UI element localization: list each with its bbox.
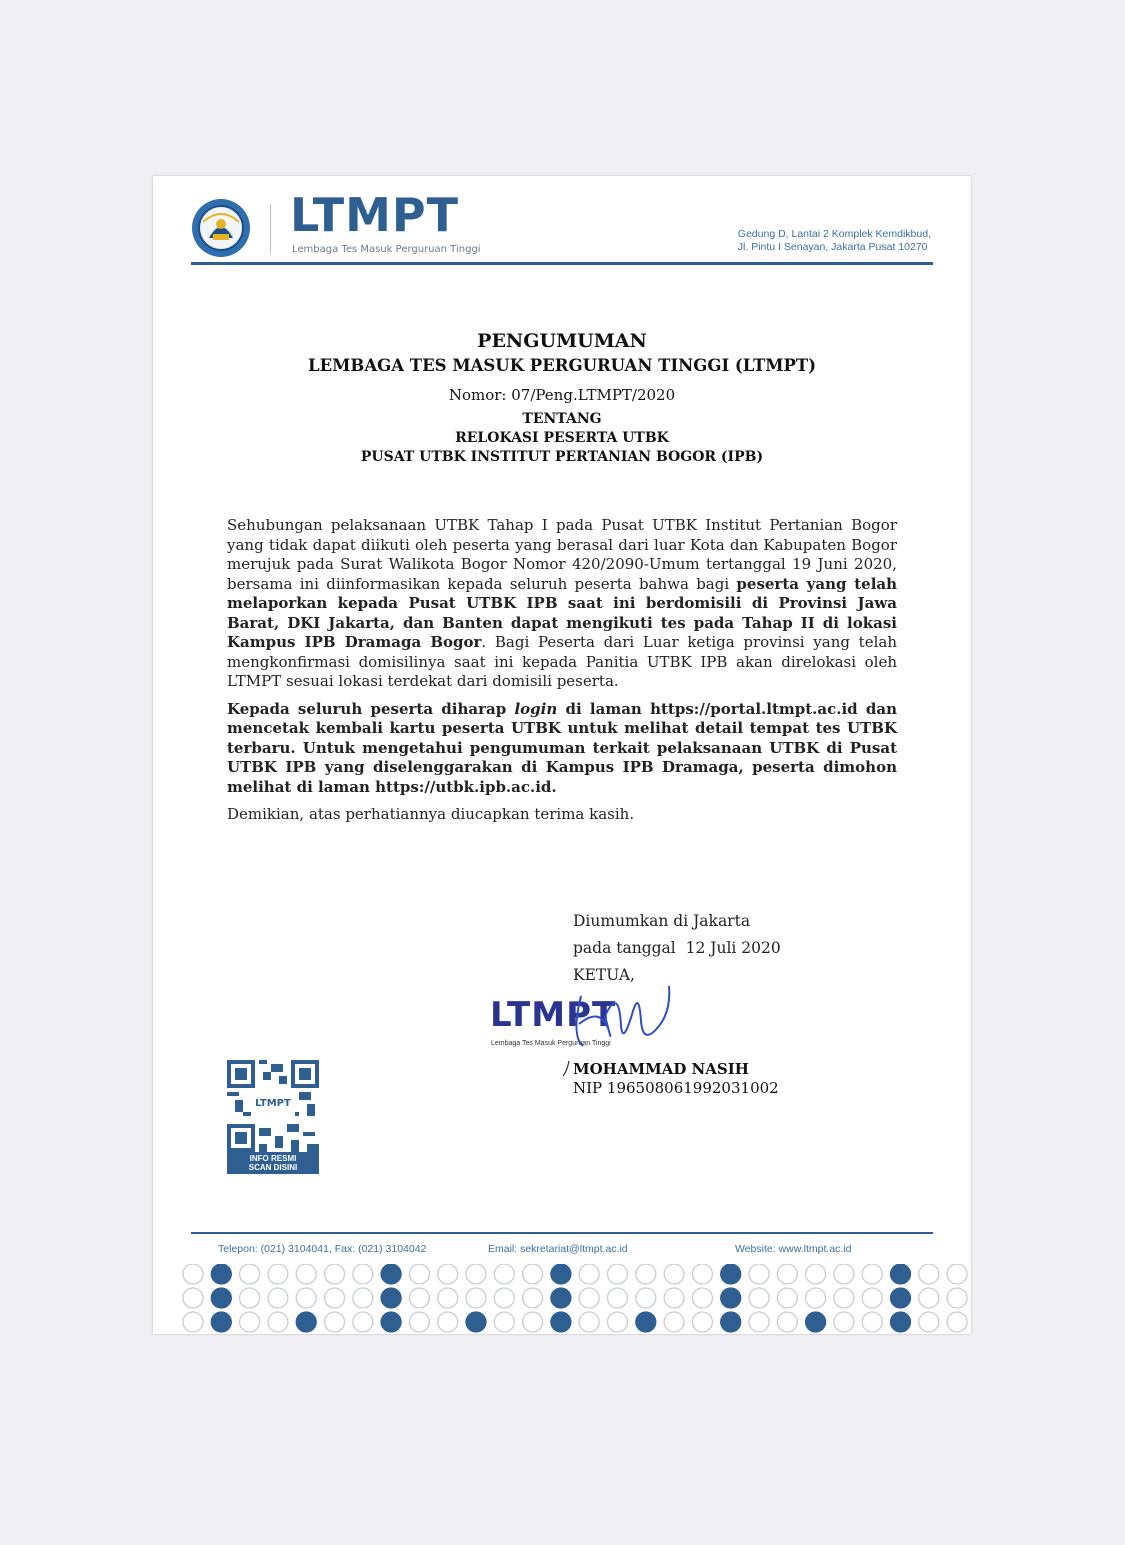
pattern-dot xyxy=(438,1264,458,1284)
pattern-dot xyxy=(608,1288,628,1308)
pattern-dot xyxy=(692,1288,712,1308)
office-address xyxy=(738,228,931,254)
pattern-dot xyxy=(834,1288,854,1308)
pattern-dot xyxy=(296,1264,316,1284)
pattern-dot xyxy=(749,1288,769,1308)
qr-center-text: LTMPT xyxy=(255,1098,291,1109)
pattern-dot xyxy=(466,1264,486,1284)
pattern-dot xyxy=(834,1264,854,1284)
pattern-dot xyxy=(409,1312,429,1332)
paragraph-2: Kepada seluruh peserta diharap login di laman https://portal.ltmpt.ac.id dan mencetak kembali kartu peserta UTBK untuk melihat detail tempat tes UTBK terbaru. Untuk mengetahui pengumuman terkait pelaksanaan UTBK di Pusat UTBK IPB yang diselenggarakan di Kampus IPB Dramaga, peserta dimohon melihat di laman https://utbk.ipb.ac.id. xyxy=(227,699,897,796)
sign-date: pada tanggal 12 Juli 2020 xyxy=(573,939,781,957)
pattern-dot xyxy=(438,1288,458,1308)
brand-subtitle: Lembaga Tes Masuk Perguruan Tinggi xyxy=(292,244,481,255)
pattern-dot xyxy=(325,1264,345,1284)
pattern-dot xyxy=(211,1288,231,1308)
pattern-dot xyxy=(919,1264,939,1284)
pattern-dot xyxy=(721,1288,741,1308)
pattern-dot xyxy=(353,1264,373,1284)
sign-place: Diumumkan di Jakarta xyxy=(573,912,751,930)
title-block xyxy=(153,328,971,467)
pattern-dot xyxy=(494,1264,514,1284)
paragraph-1: Sehubungan pelaksanaan UTBK Tahap I pada Pusat UTBK Institut Pertanian Bogor yang tidak dapat diikuti oleh peserta yang berasal dari luar Kota dan Kabupaten Bogor merujuk pada Surat Walikota Bogor Nomor 420/2090-Umum tertanggal 19 Juni 2020, bersama ini diinformasikan kepada seluruh peserta bahwa bagi peserta yang telah melaporkan kepada Pusat UTBK IPB saat ini berdomisili di Provinsi Jawa Barat, DKI Jakarta, dan Banten dapat mengikuti tes pada Tahap II di lokasi Kampus IPB Dramaga Bogor. Bagi Peserta dari Luar ketiga provinsi yang telah mengkonfirmasi domisilinya saat ini kepada Panitia UTBK IPB akan direlokasi oleh LTMPT sesuai lokasi terdekat dari domisili peserta. xyxy=(227,516,898,690)
pattern-dot xyxy=(438,1312,458,1332)
pattern-dot xyxy=(749,1264,769,1284)
pattern-dot xyxy=(183,1288,203,1308)
pattern-dot xyxy=(240,1312,260,1332)
pattern-dot xyxy=(183,1264,203,1284)
pattern-dot xyxy=(947,1264,967,1284)
header-divider xyxy=(270,204,271,254)
pattern-dot xyxy=(523,1312,543,1332)
sign-role: KETUA, xyxy=(573,966,635,984)
address-line-2: Jl. Pintu I Senayan, Jakarta Pusat 10270 xyxy=(737,241,928,253)
pattern-dot xyxy=(268,1264,288,1284)
pattern-dot xyxy=(636,1264,656,1284)
pattern-dot xyxy=(608,1312,628,1332)
footer-email: Email: sekretariat@ltmpt.ac.id xyxy=(488,1243,628,1255)
footer-website: Website: www.ltmpt.ac.id xyxy=(735,1243,852,1255)
pattern-dot xyxy=(381,1264,401,1284)
institution-title: LEMBAGA TES MASUK PERGURUAN TINGGI (LTMPT) xyxy=(307,356,817,375)
pattern-dot xyxy=(834,1312,854,1332)
pattern-dot xyxy=(636,1288,656,1308)
pattern-dot xyxy=(664,1312,684,1332)
pattern-dot xyxy=(296,1288,316,1308)
tut-wuri-handayani-emblem-icon xyxy=(191,198,251,258)
pattern-dot xyxy=(494,1312,514,1332)
pattern-dot xyxy=(862,1288,882,1308)
pattern-dot xyxy=(353,1288,373,1308)
signer-name: MOHAMMAD NASIH xyxy=(573,1060,749,1078)
pattern-dot xyxy=(664,1288,684,1308)
pattern-dot xyxy=(919,1288,939,1308)
pattern-dot xyxy=(947,1288,967,1308)
footer-dot-pattern xyxy=(181,1264,971,1334)
pattern-dot xyxy=(211,1264,231,1284)
pattern-dot xyxy=(353,1312,373,1332)
pattern-dot xyxy=(891,1312,911,1332)
announcement-body xyxy=(227,516,897,833)
address-line-1: Gedung D, Lantai 2 Komplek Kemdikbud, xyxy=(737,228,931,240)
pattern-dot xyxy=(579,1288,599,1308)
pattern-dot xyxy=(268,1312,288,1332)
pattern-dot xyxy=(664,1264,684,1284)
footer-rule xyxy=(191,1232,933,1234)
brand-logo: LTMPT xyxy=(290,188,459,242)
paragraph-3: Demikian, atas perhatiannya diucapkan terima kasih. xyxy=(227,805,635,823)
pattern-dot xyxy=(551,1288,571,1308)
pattern-dot xyxy=(806,1264,826,1284)
signer-block xyxy=(573,1060,779,1098)
document-number: Nomor: 07/Peng.LTMPT/2020 xyxy=(448,386,676,404)
signer-nip: NIP 196508061992031002 xyxy=(573,1079,779,1097)
pattern-dot xyxy=(721,1264,741,1284)
pattern-dot xyxy=(862,1264,882,1284)
pattern-dot xyxy=(494,1288,514,1308)
pattern-dot xyxy=(692,1312,712,1332)
stamp-subtitle: Lembaga Tes Masuk Perguruan Tinggi xyxy=(491,1040,611,1047)
pattern-dot xyxy=(579,1312,599,1332)
pattern-dot xyxy=(523,1264,543,1284)
document-title: PENGUMUMAN xyxy=(477,330,647,352)
pattern-dot xyxy=(381,1288,401,1308)
pattern-dot xyxy=(749,1312,769,1332)
pattern-dot xyxy=(240,1264,260,1284)
pattern-dot xyxy=(325,1312,345,1332)
pattern-dot xyxy=(551,1312,571,1332)
pattern-dot xyxy=(806,1312,826,1332)
announcement-page xyxy=(153,176,971,1334)
subject-line-1: RELOKASI PESERTA UTBK xyxy=(455,430,669,446)
pattern-dot xyxy=(608,1264,628,1284)
pattern-dot xyxy=(409,1288,429,1308)
pattern-dot xyxy=(692,1264,712,1284)
qr-label: INFO RESMI SCAN DISINI xyxy=(227,1152,319,1174)
header-rule xyxy=(191,262,933,265)
pattern-dot xyxy=(381,1312,401,1332)
pattern-dot xyxy=(919,1312,939,1332)
pattern-dot xyxy=(268,1288,288,1308)
qr-matrix xyxy=(227,1060,319,1152)
pattern-dot xyxy=(777,1312,797,1332)
subject-line-2: PUSAT UTBK INSTITUT PERTANIAN BOGOR (IPB) xyxy=(360,449,764,465)
pattern-dot xyxy=(183,1312,203,1332)
pattern-dot xyxy=(862,1312,882,1332)
pattern-dot xyxy=(211,1312,231,1332)
pattern-dot xyxy=(777,1288,797,1308)
stamp-logo: LTMPT xyxy=(490,995,617,1035)
footer-phone: Telepon: (021) 3104041, Fax: (021) 3104042 xyxy=(218,1243,427,1255)
pattern-dot xyxy=(296,1312,316,1332)
pattern-dot xyxy=(947,1312,967,1332)
pattern-dot xyxy=(777,1264,797,1284)
qr-code[interactable] xyxy=(227,1060,319,1178)
pattern-dot xyxy=(466,1312,486,1332)
pattern-dot xyxy=(466,1288,486,1308)
about-label: TENTANG xyxy=(522,411,602,427)
pattern-dot xyxy=(579,1264,599,1284)
pattern-dot xyxy=(523,1288,543,1308)
pattern-dot xyxy=(806,1288,826,1308)
pattern-dot xyxy=(891,1288,911,1308)
pattern-dot xyxy=(551,1264,571,1284)
pattern-dot xyxy=(325,1288,345,1308)
pattern-dot xyxy=(721,1312,741,1332)
pattern-dot xyxy=(409,1264,429,1284)
pattern-dot xyxy=(240,1288,260,1308)
pattern-dot xyxy=(891,1264,911,1284)
pattern-dot xyxy=(636,1312,656,1332)
